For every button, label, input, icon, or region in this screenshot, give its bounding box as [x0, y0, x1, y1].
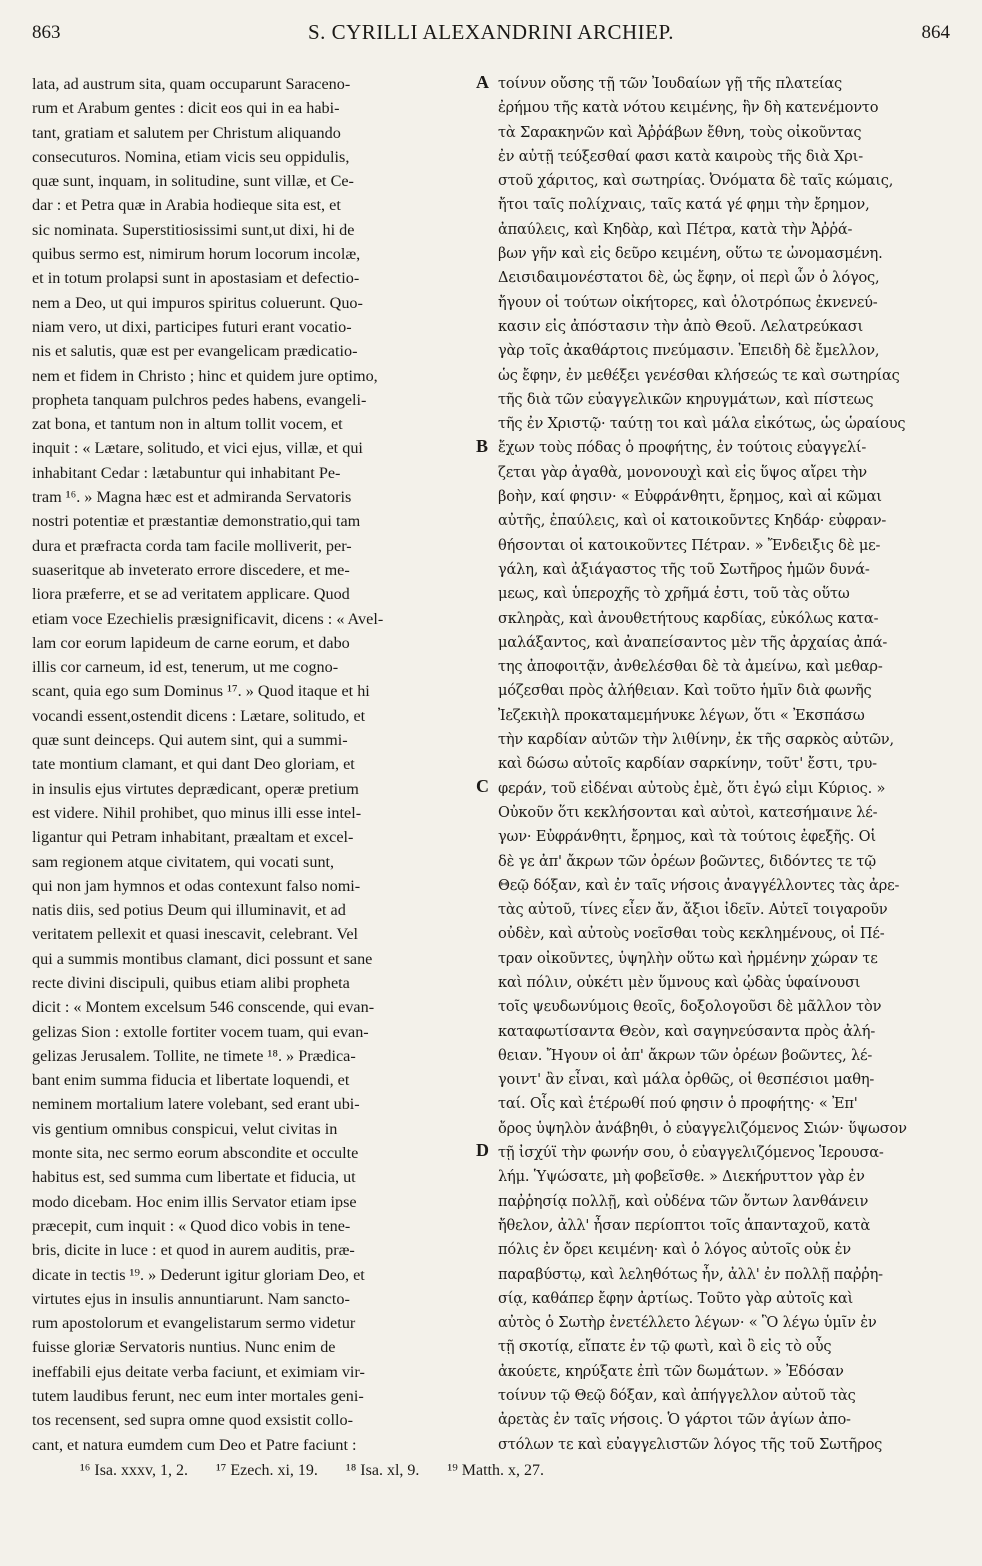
- footnote-19: ¹⁹ Matth. x, 27.: [447, 1462, 544, 1479]
- greek-text-line: ἀκούετε, κηρύξατε ἐπὶ τῶν δωμάτων. » Ἐδόσαν: [498, 1362, 844, 1380]
- latin-text-line: rum apostolorum et evangelistarum sermo videtur: [32, 1314, 356, 1333]
- latin-text-line: sam regionem atque civitatem, qui vocati sunt,: [32, 852, 335, 871]
- greek-text-line: τῇ ἰσχύϊ τὴν φωνήν σου, ὁ εὐαγγελιζόμενος Ἱερουσα-: [498, 1144, 884, 1162]
- latin-text-line: monte sita, nec sermo eorum abscondite et occulte: [32, 1144, 359, 1163]
- greek-text-line: τῇ σκοτίᾳ, εἴπατε ἐν τῷ φωτὶ, καὶ ὃ εἰς τὸ οὖς: [498, 1338, 832, 1356]
- latin-text-line: zat bona, et tantum non in altum tollit vocem, et: [32, 415, 343, 434]
- greek-text-line: τὰς αὐτοῦ, τίνες εἶεν ἄν, ἄξιοι ἰδεῖν. Αὐτεῖ τοιγαροῦν: [498, 901, 888, 919]
- greek-text-line: δὲ γε ἀπ' ἄκρων τῶν ὀρέων βοῶντες, διδόντες τε τῷ: [498, 852, 876, 870]
- greek-text-line: γων· Εὐφράνθητι, ἔρημος, καὶ τὰ τούτοις ἐφεξῆς. Οἱ: [498, 828, 876, 846]
- greek-text-line: φεράν, τοῦ εἰδέναι αὐτοὺς ἐμὲ, ὅτι ἐγώ εἰμι Κύριος. »: [498, 779, 886, 797]
- latin-text-line: natis diis, sed potius Deum qui illuminavit, et ad: [32, 901, 346, 920]
- latin-text-line: niam vero, ut dixi, participes futuri erant vocatio-: [32, 317, 352, 336]
- latin-text-line: modo dicebam. Hoc enim illis Servator etiam ipse: [32, 1192, 357, 1211]
- greek-text-line: γάλη, καὶ ἀξιάγαστος τῆς τοῦ Σωτῆρος ἡμῶν δυνά-: [498, 560, 870, 578]
- latin-text-line: ineffabili ejus deitate verba faciunt, et eximiam vir-: [32, 1362, 365, 1381]
- greek-text-line: τὴν καρδίαν αὐτῶν τὴν λιθίνην, ἐκ τῆς σαρκὸς αὐτῶν,: [498, 731, 894, 749]
- greek-text-line: ἤθελον, ἀλλ' ἦσαν περίοπτοι τοῖς ἁπανταχοῦ, κατὰ: [498, 1216, 870, 1234]
- greek-text-line: τὰ Σαρακηνῶν καὶ Ἀῤῥάβων ἔθνη, τοὺς οἰκοῦντας: [498, 123, 862, 141]
- latin-text-line: quæ sunt deinceps. Qui autem sint, qui a summi-: [32, 731, 348, 750]
- latin-text-line: consecuturos. Nomina, etiam vicis seu oppidulis,: [32, 147, 350, 166]
- greek-text-line: σκληρὰς, καὶ ἀνουθετήτους καρδίας, εὐκόλως κατα-: [498, 609, 879, 627]
- greek-text-line: οὐδὲν, καὶ αὐτοὺς νοεῖσθαι τοὺς κεκλημένους, οἱ Πέ-: [498, 925, 885, 943]
- latin-text-line: veritatem pellexit et quasi inescavit, celebrant. Vel: [32, 925, 359, 944]
- greek-text-line: τῆς ἐν Χριστῷ· ταύτῃ τοι καὶ μάλα εἰκότως, ὡς ὡραίους: [498, 415, 906, 433]
- running-header: [32, 16, 950, 52]
- greek-text-line: θήσονται οἱ κατοικοῦντες Πέτραν. » Ἔνδειξις δὲ με-: [498, 536, 881, 554]
- footnote-16: ¹⁶ Isa. xxxv, 1, 2.: [80, 1462, 188, 1479]
- latin-text-line: nem a Deo, ut qui impuros spiritus coluerunt. Quo-: [32, 293, 363, 312]
- latin-text-line: bris, dicite in luce : et quod in aurem auditis, præ-: [32, 1241, 355, 1260]
- greek-text-line: τοῖς ψευδωνύμοις θεοῖς, δοξολογοῦσι δὲ μᾶλλον τὸν: [498, 998, 882, 1016]
- footnote-18: ¹⁸ Isa. xl, 9.: [345, 1462, 420, 1479]
- latin-text-line: in insulis ejus virtutes deprædicant, operæ pretium: [32, 779, 359, 798]
- greek-text-line: κασιν εἰς ἀπόστασιν τὴν ἀπὸ Θεοῦ. Λελατρεύκασι: [498, 317, 863, 335]
- latin-text-line: tate montium clamant, et qui dant Deo gloriam, et: [32, 755, 355, 774]
- footnotes: [80, 1462, 900, 1480]
- latin-text-line: ligantur qui Petram inhabitant, præaltam et excel-: [32, 828, 354, 847]
- greek-text-line: ἀπαύλεις, καὶ Κηδὰρ, καὶ Πέτρα, κατὰ τὴν Ἀῤῥά-: [498, 220, 853, 238]
- latin-text-line: inhabitant Cedar : lætabuntur qui inhabitant Pe-: [32, 463, 341, 482]
- latin-text-line: gelizas Sion : extolle fortiter vocem tuam, qui evan-: [32, 1022, 369, 1041]
- section-marker-d: D: [476, 1140, 489, 1160]
- latin-text-line: tram ¹⁶. » Magna hæc est et admiranda Servatoris: [32, 488, 352, 507]
- latin-text-line: tutem laudibus ferunt, nec eum inter mortales geni-: [32, 1387, 364, 1406]
- greek-text-line: Θεῷ δόξαν, καὶ ἐν ταῖς νήσοις ἀναγγέλλοντες τὰς ἀρε-: [498, 876, 900, 894]
- greek-text-line: θειαν. Ἤγουν οἱ ἀπ' ἄκρων τῶν ὀρέων βοῶντες, λέ-: [498, 1046, 873, 1064]
- latin-text-line: recte divini discipuli, quibus etiam alibi propheta: [32, 973, 350, 992]
- latin-text-line: dicate in tectis ¹⁹. » Dederunt igitur gloriam Deo, et: [32, 1265, 365, 1284]
- latin-text-line: tant, gratiam et salutem per Christum aliquando: [32, 123, 341, 142]
- greek-text-line: αὐτὸς ὁ Σωτὴρ ἐνετέλλετο λέγων· « Ὃ λέγω ὑμῖν ἐν: [498, 1314, 877, 1332]
- greek-text-line: της ἀποφοιτᾷν, ἀνθελέσθαι δὲ τὰ ἀμείνω, καὶ μεθαρ-: [498, 658, 883, 676]
- section-marker-a: A: [476, 72, 489, 92]
- greek-text-line: καὶ δώσω αὐτοῖς καρδίαν σαρκίνην, τοῦτ' ἔστι, τρυ-: [498, 755, 877, 773]
- greek-text-line: τοίνυν τῷ Θεῷ δόξαν, καὶ ἀπήγγελλον αὐτοῦ τὰς: [498, 1387, 856, 1405]
- latin-text-line: dar : et Petra quæ in Arabia hodieque sita est, et: [32, 196, 341, 215]
- left-page-number: 863: [32, 22, 61, 43]
- latin-text-line: lam cor eorum lapideum de carne eorum, et dabo: [32, 633, 350, 652]
- greek-text-line: καταφωτίσαντα Θεὸν, καὶ σαγηνεύσαντα πρὸς ἀλή-: [498, 1022, 876, 1040]
- greek-text-line: Δεισιδαιμονέστατοι δὲ, ὡς ἔφην, οἱ περὶ ὧν ὁ λόγος,: [498, 269, 880, 287]
- latin-text-line: tos recensent, sed supra omne quod exsistit collo-: [32, 1411, 353, 1430]
- greek-text-line: ἐν αὐτῇ τεύξεσθαί φασι κατὰ καιροὺς τῆς διὰ Χρι-: [498, 147, 863, 165]
- greek-text-line: τραν οἰκοῦντες, ὑψηλὴν οὕτω καὶ ἠρμένην χώραν τε: [498, 949, 878, 967]
- latin-text-line: habitus est, sed summa cum libertate et fiducia, ut: [32, 1168, 356, 1187]
- greek-text-line: ἤγουν οἱ τούτων οἰκήτορες, καὶ ὁλοτρόπως ἐκνενεύ-: [498, 293, 878, 311]
- greek-text-line: παραβύστῳ, καὶ λεληθότως ἦν, ἀλλ' ἐν πολλῇ παῤῥη-: [498, 1265, 883, 1283]
- greek-text-line: λήμ. Ὑψώσατε, μὴ φοβεῖσθε. » Διεκήρυττον γὰρ ἐν: [498, 1168, 865, 1186]
- greek-text-line: μαλάξαντος, καὶ ἀναπείσαντος μὲν τῆς ἀρχαίας ἀπά-: [498, 633, 888, 651]
- latin-text-line: qui non jam hymnos et odas contexunt falso nomi-: [32, 876, 361, 895]
- greek-text-line: αὐτῆς, ἐπαύλεις, καὶ οἱ κατοικοῦντες Κηδάρ· εὐφραν-: [498, 512, 887, 530]
- greek-column: [498, 72, 950, 1457]
- latin-text-line: qui a summis montibus clamant, dici possunt et sane: [32, 949, 373, 968]
- greek-text-line: Οὐκοῦν ὅτι κεκλήσονται καὶ αὐτοὶ, κατεσήμαινε λέ-: [498, 803, 878, 821]
- greek-text-line: ζεται γὰρ ἀγαθὰ, μονονουχὶ καὶ εἰς ὕψος αἴρει τὴν: [498, 463, 867, 481]
- latin-text-line: vocandi essent,ostendit dicens : Lætare, solitudo, et: [32, 706, 366, 725]
- latin-text-line: etiam voce Ezechielis præsignificavit, dicens : « Avel-: [32, 609, 384, 628]
- latin-text-line: nem et fidem in Christo ; hinc et quidem jure optimo,: [32, 366, 378, 385]
- greek-text-line: στοῦ χάριτος, καὶ σωτηρίας. Ὀνόματα δὲ ταῖς κώμαις,: [498, 172, 894, 190]
- greek-text-line: βων γῆν καὶ εἰς δεῦρο κειμένη, οὕτω τε ὠνομασμένη.: [498, 245, 883, 263]
- latin-text-line: nostri potentiæ et præstantiæ demonstratio,qui tam: [32, 512, 361, 531]
- greek-text-line: μόζεσθαι πρὸς ἀλήθειαν. Καὶ τοῦτο ἡμῖν διὰ φωνῆς: [498, 682, 872, 700]
- latin-text-line: fuisse gloriæ Servatoris nuntius. Nunc enim de: [32, 1338, 336, 1357]
- latin-text-line: neminem mortalium latere volebant, sed erant ubi-: [32, 1095, 360, 1114]
- latin-text-line: liora præferre, et se ad veritatem applicare. Quod: [32, 585, 350, 604]
- section-marker-c: C: [476, 776, 489, 796]
- latin-text-line: et in totum prolapsi sunt in apostasiam et defectio-: [32, 269, 360, 288]
- latin-text-line: scant, quia ego sum Dominus ¹⁷. » Quod itaque et hi: [32, 682, 370, 701]
- running-title: S. CYRILLI ALEXANDRINI ARCHIEP.: [307, 20, 675, 44]
- greek-text-line: στόλων τε καὶ εὐαγγελιστῶν λόγος τῆς τοῦ Σωτῆρος: [498, 1435, 883, 1453]
- greek-text-line: ἤτοι ταῖς πολίχναις, ταῖς κατά γέ φημι τὴν ἔρημον,: [498, 196, 870, 214]
- latin-text-line: dicit : « Montem excelsum 546 conscende, qui evan-: [32, 998, 375, 1017]
- greek-text-line: τῆς διὰ τῶν εὐαγγελικῶν κηρυγμάτων, καὶ πίστεως: [498, 390, 874, 408]
- latin-text-line: propheta tanquam pulchros pedes habens, evangeli-: [32, 390, 367, 409]
- greek-text-line: καὶ πόλιν, οὐκέτι μὲν ὕμνους καὶ ᾠδὰς ὑφαίνουσι: [498, 973, 861, 991]
- latin-column: [32, 72, 472, 1457]
- greek-text-line: πόλις ἐν ὄρει κειμένη· καὶ ὁ λόγος αὐτοῖς οὐκ ἐν: [498, 1241, 851, 1259]
- latin-text-line: suaseritque ab inveterato errore discedere, et me-: [32, 560, 350, 579]
- greek-text-line: Ἰεζεκιὴλ προκαταμεμήνυκε λέγων, ὅτι « Ἐκσπάσω: [498, 706, 865, 724]
- latin-text-line: lata, ad austrum sita, quam occuparunt Saraceno-: [32, 75, 351, 93]
- greek-text-line: γὰρ τοῖς ἀκαθάρτοις πνεύμασιν. Ἐπειδὴ δὲ ἔμελλον,: [498, 342, 880, 360]
- right-page-number: 864: [921, 22, 950, 43]
- latin-text-line: gelizas Jerusalem. Tollite, ne timete ¹⁸. » Prædica-: [32, 1046, 356, 1065]
- greek-text-line: ἔχων τοὺς πόδας ὁ προφήτης, ἐν τούτοις εὐαγγελί-: [498, 439, 867, 457]
- greek-text-line: ἐρήμου τῆς κατὰ νότου κειμένης, ἣν δὴ κατενέμοντο: [498, 99, 879, 117]
- latin-text-line: est videre. Nihil prohibet, quo minus illi esse intel-: [32, 803, 362, 822]
- greek-text-line: παῤῥησίᾳ πολλῇ, καὶ οὐδένα τῶν ὄντων λανθάνειν: [498, 1192, 869, 1210]
- latin-text-line: inquit : « Lætare, solitudo, et vici ejus, villæ, et qui: [32, 439, 363, 458]
- latin-text-line: virtutes ejus in insulis annuntiarunt. Nam sancto-: [32, 1289, 350, 1308]
- latin-text-line: sic nominata. Superstitiosissimi sunt,ut dixi, hi de: [32, 220, 355, 239]
- latin-text-line: cant, et natura eumdem cum Deo et Patre faciunt :: [32, 1435, 357, 1454]
- latin-text-line: dura et præfracta corda tam facile molliverit, per-: [32, 536, 352, 555]
- footnote-17: ¹⁷ Ezech. xi, 19.: [216, 1462, 318, 1479]
- latin-text-line: nis et salutis, quæ est per evangelicam prædicatio-: [32, 342, 358, 361]
- greek-text-line: σίᾳ, καθάπερ ἔφην ἀρτίως. Τοῦτο γὰρ αὐτοῖς καὶ: [498, 1289, 853, 1307]
- greek-text-line: ἀρετὰς ἐν ταῖς νήσοις. Ὁ γάρτοι τῶν ἁγίων ἀπο-: [498, 1411, 851, 1429]
- latin-text-line: quæ sunt, inquam, in solitudine, sunt villæ, et Ce-: [32, 172, 354, 191]
- latin-text-line: vis gentium omnibus conspicui, velut civitas in: [32, 1119, 338, 1138]
- greek-text-line: ὄρος ὑψηλὸν ἀνάβηθι, ὁ εὐαγγελιζόμενος Σιών· ὕψωσον: [498, 1119, 907, 1137]
- greek-text-line: γοιντ' ἂν εἶναι, καὶ μάλα ὀρθῶς, οἱ θεσπέσιοι μαθη-: [498, 1071, 875, 1089]
- greek-text-line: ὡς ἔφην, ἐν μεθέξει γενέσθαι κλήσεώς τε καὶ σωτηρίας: [498, 366, 900, 384]
- greek-text-line: βοὴν, καί φησιν· « Εὐφράνθητι, ἔρημος, καὶ αἱ κῶμαι: [498, 488, 882, 506]
- greek-text-line: μεως, καὶ ὑπεροχῆς τὸ χρῆμά ἐστι, τοῦ τὰς οὕτω: [498, 585, 850, 603]
- latin-text-line: illis cor carneum, id est, tenerum, ut me cogno-: [32, 658, 339, 677]
- latin-text-line: rum et Arabum gentes : dicit eos qui in ea habi-: [32, 99, 340, 118]
- greek-text-line: ταί. Οἷς καὶ ἑτέρωθί πού φησιν ὁ προφήτης· « Ἐπ': [498, 1095, 858, 1113]
- latin-text-line: bant enim summa fiducia et libertate loquendi, et: [32, 1071, 350, 1090]
- greek-text-line: τοίνυν οὔσης τῇ τῶν Ἰουδαίων γῇ τῆς πλατείας: [498, 75, 843, 92]
- latin-text-line: quibus sermo est, nimirum horum locorum incolæ,: [32, 245, 361, 264]
- latin-text-line: præcepit, cum inquit : « Quod dico vobis in tene-: [32, 1216, 351, 1235]
- section-marker-b: B: [476, 436, 489, 456]
